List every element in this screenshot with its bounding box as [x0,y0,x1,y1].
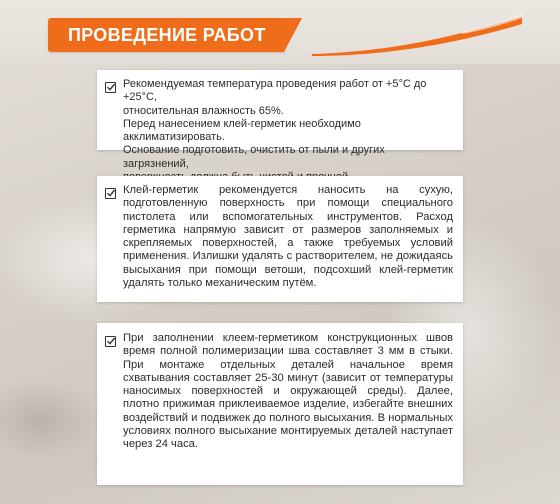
checkbox-icon [105,82,116,93]
card-text [123,78,463,184]
page-title: ПРОВЕДЕНИЕ РАБОТ [68,25,266,45]
text-line: Основание подготовить, очистить от пыли и других загрязнений, [123,144,385,170]
card-text: Клей-герметик рекомендуется наносить на сухую, подготовленную поверхность при помощи специального пистолета или вспомогательных инструментов. Расход герметика напрямую зависит от размеров заполняемых и скрепляемых поверхностей, а также требуемых условий применения. Излишки удалять с растворителем, не дожидаясь высыхания при помощи ветоши, подсохший клей-герметик удалять только механическим путём. [123,184,453,290]
info-card-curing [97,323,463,485]
checkbox-icon [105,188,116,199]
text-line: относительная влажность 65%. [123,104,284,117]
decorative-swoosh [312,14,522,56]
title-banner [48,18,284,52]
text-line: Перед нанесением клей-герметик необходимо акклиматизировать. [123,117,361,144]
text-line: Рекомендуемая температура проведения работ от +5°С до +25°С, [123,78,427,104]
info-card-conditions [97,70,463,170]
card-text: При заполнении клеем-герметиком конструкционных швов время полной полимеризации шва составляет 3 мм в стыки. При монтаже отдельных деталей начальное время схватывания составляет 25-30 минут (зависит от температуры наносимых поверхностей и окружающей среды). Далее, плотно прижимая приклеиваемое изделие, избегайте внешних воздействий и подвижек до полного высыхания. В нормальных условиях полного высыхание монтируемых деталей наступает через 24 часа. [123,332,453,451]
info-card-application [97,176,463,302]
checkbox-icon [105,336,116,347]
